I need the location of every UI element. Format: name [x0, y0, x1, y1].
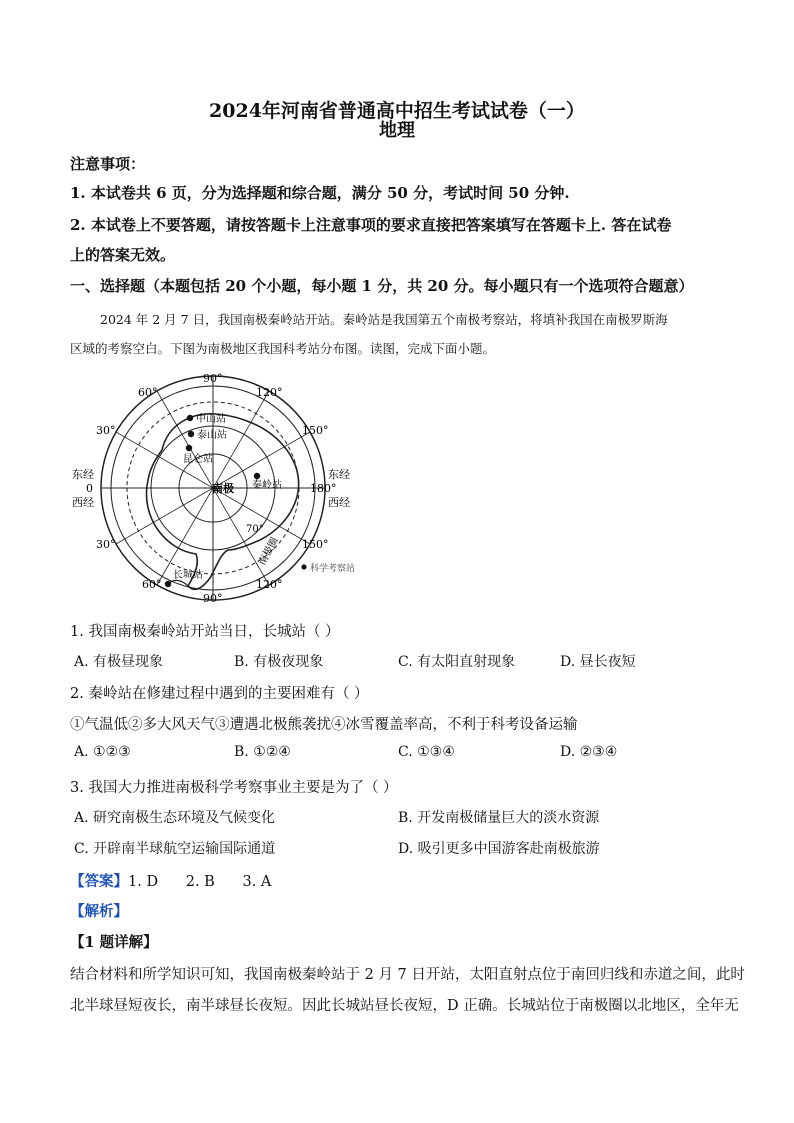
question-2-stem: 2. 秦岭站在修建过程中遇到的主要困难有（ ）: [70, 686, 369, 702]
east-longitude-label-right: 东经: [328, 468, 350, 481]
station-taishan-label: 泰山站: [197, 430, 227, 441]
west-longitude-label-right: 西经: [328, 496, 350, 509]
lon-label-90-bottom: 90°: [203, 592, 223, 604]
station-qinling-dot: [254, 473, 260, 479]
question-1-option-a: A. 有极昼现象: [74, 654, 164, 670]
question-2-option-c: C. ①③④: [398, 744, 455, 760]
analysis-line-2: 北半球昼短夜长，南半球昼长夜短。因此长城站昼长夜短，D 正确。长城站位于南极圈以北地区，全年无: [70, 998, 739, 1014]
answer-text: 1. D 2. B 3. A: [128, 874, 272, 890]
detail-tag: 【1 题详解】: [70, 934, 158, 951]
station-zhongshan-label: 中山站: [196, 414, 226, 425]
material-line-1: 2024 年 2 月 7 日，我国南极秦岭站开站。秦岭站是我国第五个南极考察站，将填补我国在南极罗斯海: [100, 312, 668, 327]
answer-row: [70, 870, 271, 891]
lon-label-60-left: 60°: [138, 386, 158, 399]
station-kunlun-dot: [186, 445, 192, 451]
question-3-option-b: B. 开发南极储量巨大的淡水资源: [398, 810, 600, 826]
notice-item-2-line-1: 2. 本试卷上不要答题，请按答题卡上注意事项的要求直接把答案填写在答题卡上. 答在试卷: [70, 216, 672, 234]
analysis-tag: 【解析】: [70, 903, 128, 920]
station-kunlun-label: 昆仑站: [183, 454, 213, 465]
west-longitude-label-left: 西经: [72, 496, 94, 509]
station-taishan-dot: [188, 431, 194, 437]
lon-label-120-bottom: 120°: [256, 578, 283, 591]
station-changcheng-dot: [165, 581, 171, 587]
material-line-2: 区域的考察空白。下图为南极地区我国科考站分布图。读图，完成下面小题。: [70, 341, 496, 356]
lon-label-150-right: 150°: [302, 424, 329, 437]
question-2-choices: ①气温低②多大风天气③遭遇北极熊袭扰④冰雪覆盖率高，不利于科考设备运输: [70, 717, 578, 733]
lon-label-90-top: 90°: [203, 372, 223, 385]
question-1-option-b: B. 有极夜现象: [234, 654, 324, 670]
question-2-option-b: B. ①②④: [234, 744, 291, 760]
exam-title: 2024年河南省普通高中招生考试试卷（一）: [209, 100, 585, 122]
station-zhongshan-dot: [187, 415, 193, 421]
lon-label-60-bottom: 60°: [142, 578, 162, 591]
subject-title: 地理: [379, 120, 415, 141]
lon-label-30-left: 30°: [96, 424, 116, 437]
question-2-option-a: A. ①②③: [74, 744, 131, 760]
south-pole-label: 南极: [212, 482, 234, 495]
question-1-option-c: C. 有太阳直射现象: [398, 654, 516, 670]
question-2-option-d: D. ②③④: [560, 744, 618, 760]
question-3-option-a: A. 研究南极生态环境及气候变化: [74, 810, 276, 826]
legend-dot: [301, 564, 306, 569]
notice-item-2-line-2: 上的答案无效。: [70, 246, 176, 264]
legend-label: 科学考察站: [310, 564, 356, 574]
lon-label-120-right: 120°: [256, 386, 283, 399]
lon-label-150-right-bottom: 150°: [302, 538, 329, 551]
section-heading: 一、选择题（本题包括 20 个小题，每小题 1 分，共 20 分。每小题只有一个选项符合题意）: [70, 277, 694, 295]
notice-heading: 注意事项：: [70, 155, 146, 173]
question-1-stem: 1. 我国南极秦岭站开站当日，长城站（ ）: [70, 624, 340, 640]
lon-label-30-left-bottom: 30°: [96, 538, 116, 551]
answer-tag: 【答案】: [70, 873, 128, 890]
antarctic-circle-label: 南极圈: [256, 535, 281, 568]
analysis-line-1: 结合材料和所学知识可知，我国南极秦岭站于 2 月 7 日开站，太阳直射点位于南回归线和赤道之间，此时: [70, 967, 745, 983]
question-3-stem: 3. 我国大力推进南极科学考察事业主要是为了（ ）: [70, 780, 398, 796]
latitude-70-label: 70°: [246, 524, 264, 535]
question-1-option-d: D. 昼长夜短: [560, 654, 636, 670]
notice-item-1: 1. 本试卷共 6 页，分为选择题和综合题，满分 50 分，考试时间 50 分钟.: [70, 184, 570, 202]
station-qinling-label: 秦岭站: [252, 480, 282, 491]
lon-label-0: 0: [86, 482, 93, 495]
station-changcheng-label: 长城站: [173, 570, 203, 581]
east-longitude-label-left: 东经: [72, 468, 94, 481]
lon-label-180: 180°: [310, 482, 337, 495]
question-3-option-d: D. 吸引更多中国游客赴南极旅游: [398, 841, 600, 857]
question-3-option-c: C. 开辟南半球航空运输国际通道: [74, 841, 276, 857]
antarctic-station-map: [70, 372, 370, 604]
